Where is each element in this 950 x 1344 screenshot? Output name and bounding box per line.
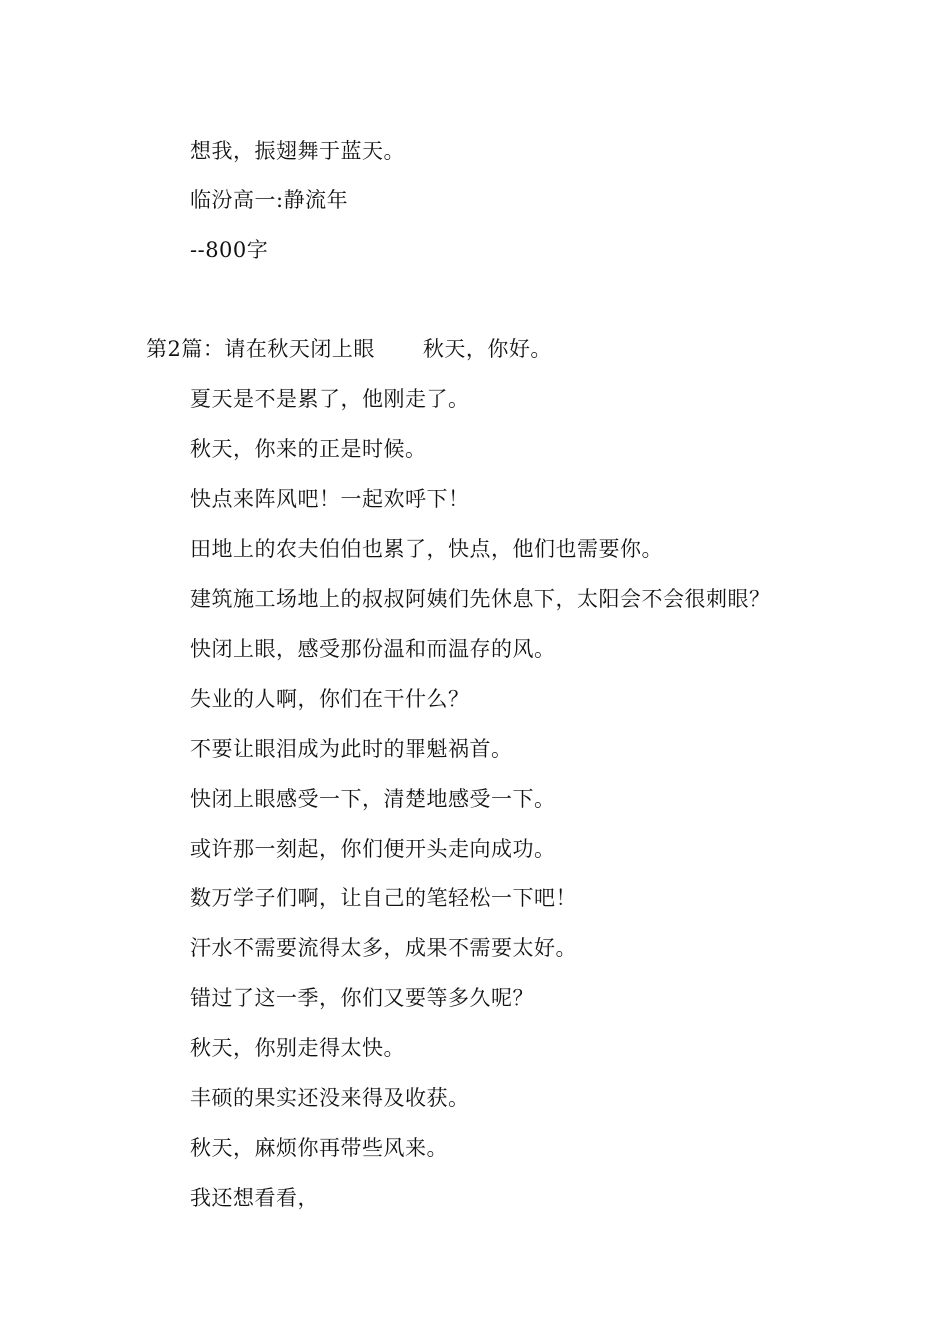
text-line: 想我，振翅舞于蓝天。 xyxy=(190,139,405,163)
text-line: 快闭上眼感受一下，清楚地感受一下。 xyxy=(190,787,556,811)
text-line: 汗水不需要流得太多，成果不需要太好。 xyxy=(190,936,577,960)
text-line: 不要让眼泪成为此时的罪魁祸首。 xyxy=(190,737,513,761)
text-line: 或许那一刻起，你们便开头走向成功。 xyxy=(190,837,556,861)
text-line: 快点来阵风吧！一起欢呼下！ xyxy=(190,487,470,511)
author-line: 临汾高一:静流年 xyxy=(190,188,349,212)
section-first-line: 秋天，你好。 xyxy=(422,337,552,361)
text-line: 错过了这一季，你们又要等多久呢？ xyxy=(190,986,534,1010)
section-title: 第2篇：请在秋天闭上眼 xyxy=(146,337,375,361)
text-line: 秋天，你别走得太快。 xyxy=(190,1036,405,1060)
text-line: 数万学子们啊，让自己的笔轻松一下吧！ xyxy=(190,886,577,910)
text-line: 快闭上眼，感受那份温和而温存的风。 xyxy=(190,637,556,661)
text-line: 夏天是不是累了，他刚走了。 xyxy=(190,387,470,411)
word-count-line: --800字 xyxy=(190,238,269,262)
text-line: 我还想看看， xyxy=(190,1186,319,1210)
text-line: 秋天，你来的正是时候。 xyxy=(190,437,427,461)
text-line: 丰硕的果实还没来得及收获。 xyxy=(190,1086,470,1110)
text-line: 秋天，麻烦你再带些风来。 xyxy=(190,1136,448,1160)
text-line: 失业的人啊，你们在干什么？ xyxy=(190,687,470,711)
text-line: 田地上的农夫伯伯也累了，快点，他们也需要你。 xyxy=(190,537,663,561)
section-heading xyxy=(146,335,552,363)
text-line: 建筑施工场地上的叔叔阿姨们先休息下，太阳会不会很刺眼？ xyxy=(190,587,771,611)
